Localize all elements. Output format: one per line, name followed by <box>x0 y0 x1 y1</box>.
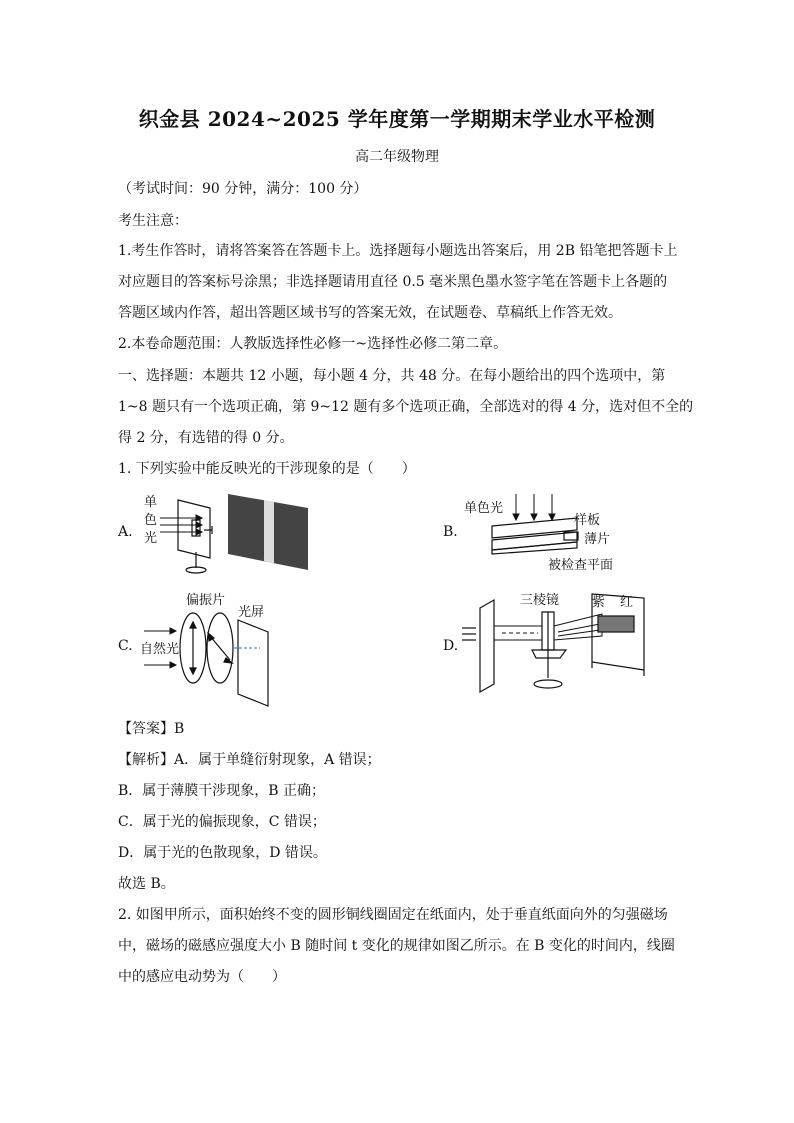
page-title: 织金县 2024~2025 学年度第一学期期末学业水平检测 <box>138 107 656 131</box>
figure-b-sheet-label: 薄片 <box>584 532 611 547</box>
figure-c-screen-label: 光屏 <box>238 605 265 620</box>
figure-a-label-3: 光 <box>144 531 158 546</box>
notice-1-line-1: 1.考生作答时，请将答案答在答题卡上。选择题每小题选出答案后，用 2B 铅笔把答题卡上 <box>118 243 678 259</box>
figure-a-label-1: 单 <box>144 495 158 510</box>
option-b-label: B. <box>443 524 458 540</box>
polarizer-2-icon <box>207 613 233 683</box>
figure-b-plate-label: 样板 <box>574 513 601 528</box>
light-beam-icon <box>494 626 542 640</box>
down-arrows-icon <box>513 494 555 520</box>
q1-analysis-4: D．属于光的色散现象，D 错误。 <box>118 845 327 861</box>
section1-line-3: 得 2 分，有选错的得 0 分。 <box>118 430 294 446</box>
q1-analysis-5: 故选 B。 <box>118 876 175 892</box>
q1-answer: 【答案】B <box>118 721 185 737</box>
plate-stack-icon <box>492 518 578 554</box>
figure-d-violet-label: 紫 <box>592 595 606 610</box>
option-c-label: C. <box>118 638 133 654</box>
notice-2: 2.本卷命题范围：人教版选择性必修一~选择性必修二第二章。 <box>118 336 508 352</box>
diffraction-pattern-icon <box>228 494 308 570</box>
spectrum-beam-icon <box>554 614 602 640</box>
figure-d-red-label: 红 <box>620 595 634 610</box>
option-d-label: D. <box>443 638 459 654</box>
section1-line-2: 1~8 题只有一个选项正确，第 9~12 题有多个选项正确，全部选对的得 4 分，选对但不全的 <box>118 399 694 415</box>
figure-b-surface-label: 被检查平面 <box>548 558 614 573</box>
q1-analysis-1: 【解析】A．属于单缝衍射现象，A 错误； <box>118 752 381 768</box>
figure-b-light-label: 单色光 <box>464 501 504 516</box>
slit-plate-icon <box>178 500 212 573</box>
prism-icon <box>532 612 566 688</box>
q1-analysis-3: C．属于光的偏振现象，C 错误； <box>118 814 326 830</box>
figure-d-dispersion <box>462 588 662 706</box>
figure-b-thin-film <box>462 492 652 576</box>
q1-analysis-2: B．属于薄膜干涉现象，B 正确； <box>118 783 326 799</box>
figure-c-polarization <box>138 588 288 708</box>
figure-c-natural-label: 自然光 <box>140 642 180 657</box>
page-subtitle: 高二年级物理 <box>355 149 439 165</box>
figure-a-single-slit <box>138 488 318 578</box>
option-a-label: A. <box>118 524 133 540</box>
notice-1-line-2: 对应题目的答案标号涂黑；非选择题请用直径 0.5 毫米黑色墨水签字笔在答题卡上各题的 <box>118 274 668 290</box>
q2-line-1: 2. 如图甲所示，面积始终不变的圆形铜线圈固定在纸面内，处于垂直纸面向外的匀强磁场 <box>118 907 668 923</box>
polarizer-1-icon <box>180 613 206 683</box>
screen-icon <box>234 620 268 706</box>
light-rays-icon <box>160 515 202 535</box>
q2-line-3: 中的感应电动势为（ ） <box>118 969 286 985</box>
exam-info: （考试时间：90 分钟，满分：100 分） <box>118 181 368 197</box>
notice-heading: 考生注意： <box>118 213 188 229</box>
q1-stem: 1. 下列实验中能反映光的干涉现象的是（ ） <box>118 461 416 477</box>
figure-a-label-2: 色 <box>144 513 158 528</box>
figure-d-prism-label: 三棱镜 <box>520 593 560 608</box>
q2-line-2: 中，磁场的磁感应强度大小 B 随时间 t 变化的规律如图乙所示。在 B 变化的时间内，线圈 <box>118 938 675 954</box>
slit-board-icon <box>462 600 494 692</box>
notice-1-line-3: 答题区域内作答，超出答题区域书写的答案无效，在试题卷、草稿纸上作答无效。 <box>118 305 622 321</box>
section1-line-1: 一、选择题：本题共 12 小题，每小题 4 分，共 48 分。在每小题给出的四个选项中，第 <box>118 368 666 384</box>
figure-c-polarizer-label: 偏振片 <box>186 593 226 608</box>
